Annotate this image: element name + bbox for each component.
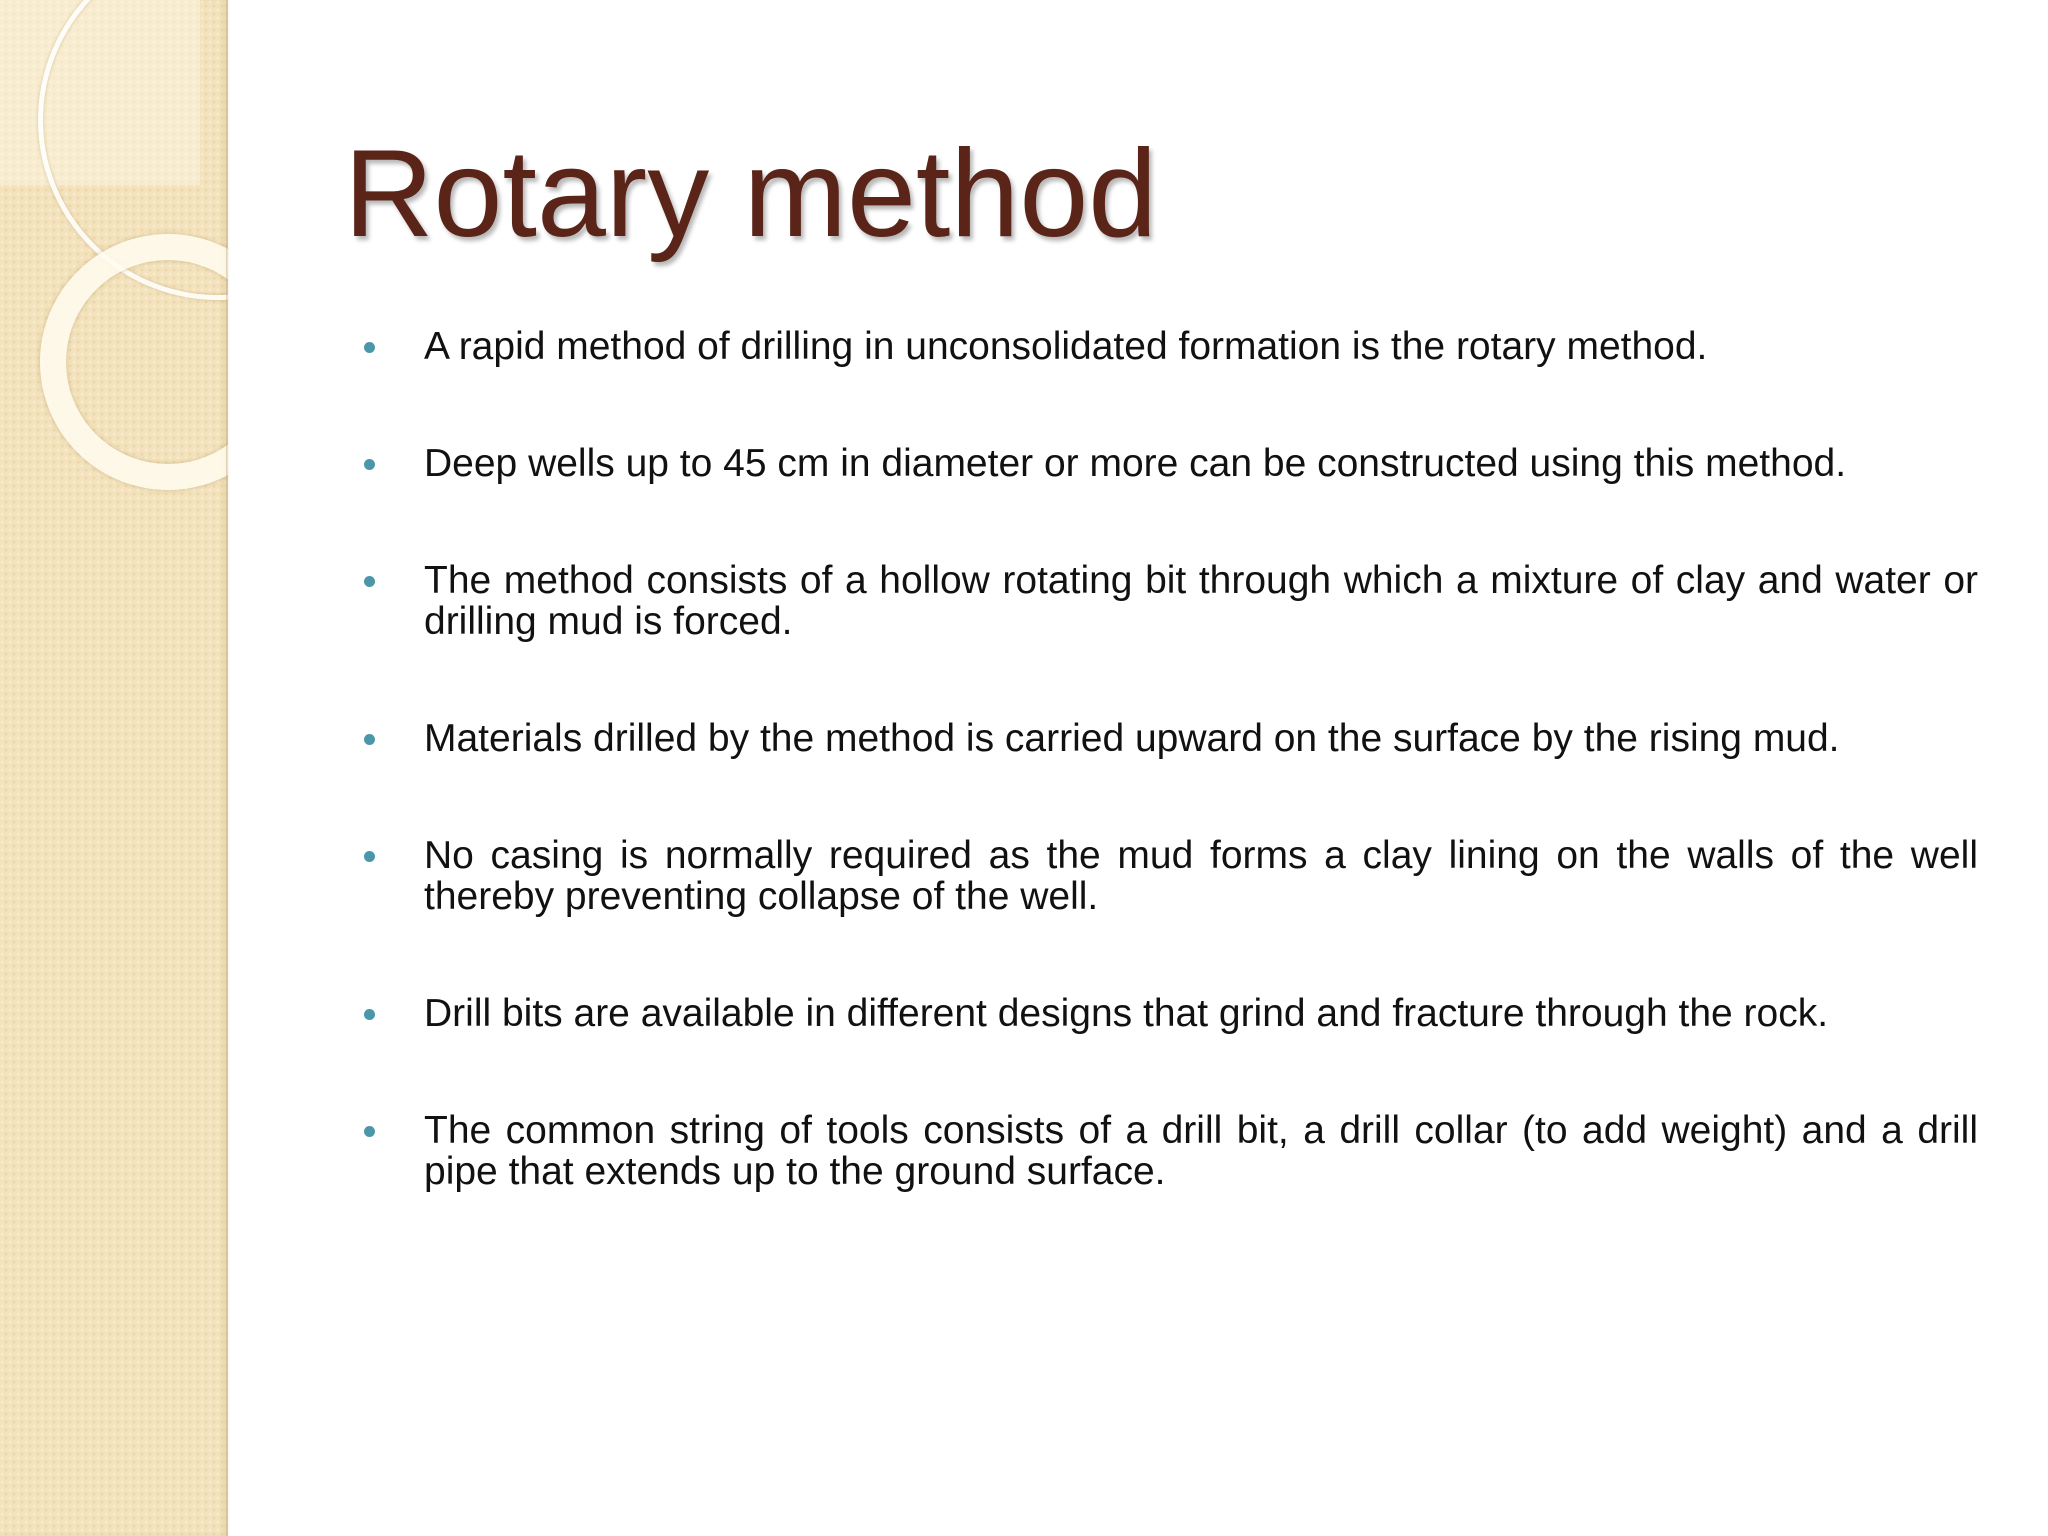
bullet-item <box>362 560 1978 642</box>
bullet-dot-icon <box>364 851 375 862</box>
bullet-item <box>362 443 1978 484</box>
bullet-item <box>362 1110 1978 1192</box>
bullet-dot-icon <box>364 1126 375 1137</box>
bullet-text: The common string of tools consists of a drill bit, a drill collar (to add weight) and a drill pipe that extends up to the ground surface. <box>424 1109 1978 1193</box>
bullet-dot-icon <box>364 459 375 470</box>
bullet-text: No casing is normally required as the mud forms a clay lining on the walls of the well thereby preventing collapse of the well. <box>424 834 1978 918</box>
bullet-text: Deep wells up to 45 cm in diameter or more can be constructed using this method. <box>424 442 1847 485</box>
small-ring-decoration <box>40 234 228 490</box>
bullet-item <box>362 993 1978 1034</box>
bullet-dot-icon <box>364 734 375 745</box>
bullet-dot-icon <box>364 1009 375 1020</box>
slide-title: Rotary method <box>344 125 1158 263</box>
bullet-dot-icon <box>364 576 375 587</box>
sidebar-edge <box>226 0 229 1536</box>
bullet-item <box>362 326 1978 367</box>
bullet-text: Materials drilled by the method is carried upward on the surface by the rising mud. <box>424 717 1840 760</box>
bullet-item <box>362 718 1978 759</box>
bullet-dot-icon <box>364 342 375 353</box>
bullet-text: A rapid method of drilling in unconsolidated formation is the rotary method. <box>424 325 1708 368</box>
decorative-sidebar <box>0 0 228 1536</box>
bullet-text: The method consists of a hollow rotating bit through which a mixture of clay and water or drilling mud is forced. <box>424 559 1978 643</box>
bullet-list <box>362 326 1978 1268</box>
bullet-text: Drill bits are available in different designs that grind and fracture through the rock. <box>424 992 1829 1035</box>
bullet-item <box>362 835 1978 917</box>
